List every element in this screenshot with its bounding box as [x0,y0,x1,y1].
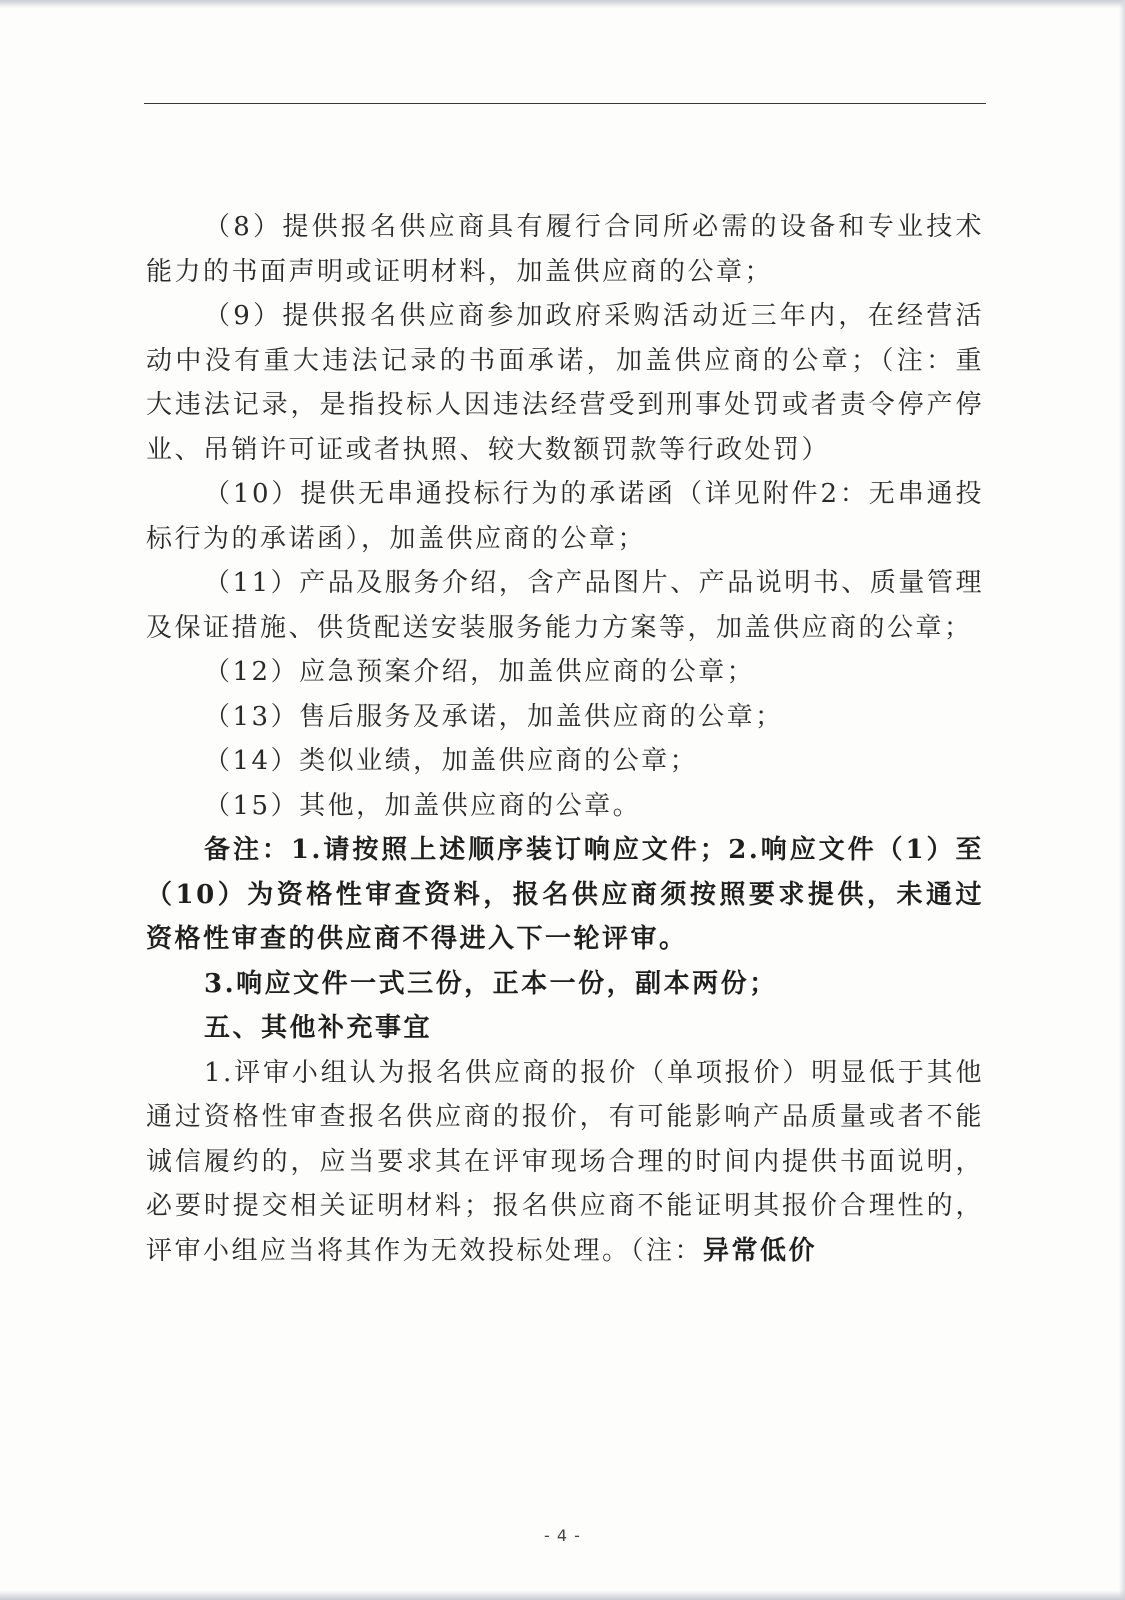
scan-edge-top [0,0,1125,8]
copies-note: 3.响应文件一式三份，正本一份，副本两份； [204,968,778,999]
supplement-item-1-bold-tail: 异常低价 [703,1235,818,1266]
scan-edge-bottom [0,1590,1125,1600]
item-13: （13）售后服务及承诺，加盖供应商的公章； [204,701,784,732]
header-rule [144,103,986,104]
item-14: （14）类似业绩，加盖供应商的公章； [204,746,699,776]
section-heading: 五、其他补充事宜 [204,1013,433,1043]
item-11: （11）产品及服务介绍，含产品图片、产品说明书、质量管理及保证措施、供货配送安装服务能力方案等，加盖供应商的公章； [146,568,984,643]
page-number: - 4 - [544,1526,581,1545]
supplement-item-1 [146,1051,984,1274]
item-8: （8）提供报名供应商具有履行合同所必需的设备和专业技术能力的书面声明或证明材料，加盖供应商的公章； [146,212,984,287]
item-10: （10）提供无串通投标行为的承诺函（详见附件2：无串通投标行为的承诺函），加盖供应商的公章； [146,479,984,554]
scan-edge-right [1119,0,1125,1600]
item-12: （12）应急预案介绍，加盖供应商的公章； [204,657,756,687]
item-15: （15）其他，加盖供应商的公章。 [204,790,642,821]
item-9: （9）提供报名供应商参加政府采购活动近三年内，在经营活动中没有重大违法记录的书面承诺，加盖供应商的公章；（注：重大违法记录，是指投标人因违法经营受到刑事处罚或者责令停产停业、吊销许可证或者执照、较大数额罚款等行政处罚） [146,301,984,465]
document-body [146,205,984,1273]
supplement-item-1-text: 1.评审小组认为报名供应商的报价（单项报价）明显低于其他通过资格性审查报名供应商的报价，有可能影响产品质量或者不能诚信履约的，应当要求其在评审现场合理的时间内提供书面说明，必要时提交相关证明材料；报名供应商不能证明其报价合理性的，评审小组应当将其作为无效投标处理。（注： [146,1057,984,1266]
remarks-paragraph: 备注：1.请按照上述顺序装订响应文件；2.响应文件（1）至（10）为资格性审查资料，报名供应商须按照要求提供，未通过资格性审查的供应商不得进入下一轮评审。 [146,835,984,954]
